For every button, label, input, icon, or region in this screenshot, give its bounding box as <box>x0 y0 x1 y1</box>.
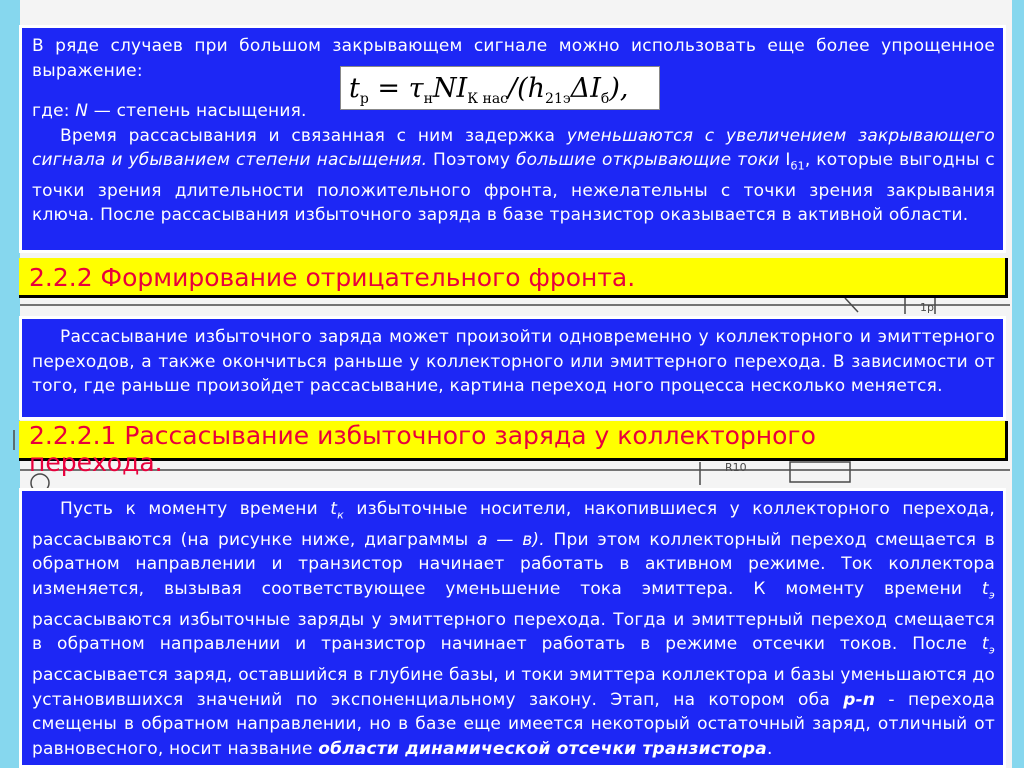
formula-tau: = τ <box>368 73 424 104</box>
intro-text: В ряде случаев при большом закрывающем сигнале можно использовать еще более упрощенное выражение: <box>32 36 995 81</box>
paragraph-resorption <box>32 325 995 399</box>
current-subscript: б1 <box>790 159 805 173</box>
term-dynamic-cutoff: области динамической отсечки транзистора <box>318 738 767 759</box>
formula-ni: NI <box>432 73 468 104</box>
paragraph-collector <box>32 497 995 761</box>
heading-line-1: 2.2.2.1 Рассасывание избыточного заряда у коллекторного <box>29 421 816 450</box>
symbol-te-2-sub: э <box>988 643 995 657</box>
p3-text-h: . <box>766 738 773 759</box>
formula-sub-k: К нас <box>467 91 509 107</box>
symbol-pn: p-n <box>843 689 876 710</box>
delay-text-a: Время рассасывания и связанная с ним задержка <box>60 125 567 146</box>
p3-text-a: Пусть к моменту времени <box>60 499 331 519</box>
p3-text-f: рассасывается заряд, оставшийся в глубине базы, и токи эмиттера коллектора и базы уменьшаются до установившихся значений по экспоненциальному закону. Этап, на котором оба <box>32 665 995 710</box>
formula-box <box>340 66 660 110</box>
where-label: где: <box>32 101 76 121</box>
symbol-te-2: t <box>981 634 989 655</box>
symbol-tk-sub: к <box>337 508 344 522</box>
schematic-r-label: R10 <box>725 461 747 474</box>
formula-sub-n: н <box>423 91 433 107</box>
formula-sub-b: б <box>600 91 610 107</box>
delay-text-c: Поэтому <box>427 150 516 170</box>
heading-line-2: перехода. <box>29 448 163 477</box>
where-definition: — степень насыщения. <box>88 101 307 121</box>
section-heading-2-2-2 <box>19 258 1008 298</box>
symbol-tk: t <box>330 499 338 519</box>
p3-text-d: При этом коллекторный переход смещается в обратном направлении и транзистор начинает работать в активном режиме. Ток коллектора изменяется, вызывая соответствующее уменьшение тока эмиттера. К моменту времени <box>32 529 996 599</box>
heading-text: 2.2.2 Формирование отрицательного фронта. <box>29 263 636 292</box>
symbol-te: t <box>981 578 989 599</box>
delay-emphasis-d: большие открывающие токи <box>515 150 780 170</box>
p3-text-b: избыточные носители, накопившиеся у коллекторного перехода, рассасываются (на рисунке ниже, диаграммы <box>32 499 995 550</box>
formula-t: t <box>349 73 360 104</box>
p3-text-g: - перехода смещены в обратном направлении, но в базе еще имеется некоторый остаточный заряд, отличный от равновесного, носит название <box>32 689 996 759</box>
p3-diagrams-ref: а — в). <box>477 529 545 550</box>
delay-text-g: , которые выгодны с точки зрения длительности положительного фронта, нежелательны с точки зрения закрывания ключа. После рассасывания избыточного заряда в базе транзистор оказывается в активной области. <box>32 150 995 226</box>
current-symbol: I <box>779 150 791 170</box>
formula-sub-h: 21э <box>545 91 571 107</box>
formula-delta-i: ΔI <box>570 73 601 104</box>
formula-sub-p: p <box>359 91 369 107</box>
delay-emphasis-b: уменьшаются с увеличением закрывающего сигнала и убыванием степени насыщения. <box>32 125 995 170</box>
text-panel-3 <box>19 488 1006 768</box>
formula-end: ), <box>609 73 629 104</box>
paragraph-delay <box>32 124 995 228</box>
text-panel-2 <box>19 316 1006 420</box>
text-panel-1 <box>19 25 1006 253</box>
p3-text-e: рассасываются избыточные заряды у эмиттерного перехода. Тогда и эмиттерный переход смещается в обратном направлении и транзистор начинает работать в режиме отсечки токов. После <box>32 609 995 655</box>
symbol-te-sub: э <box>988 588 995 602</box>
resorption-text: Рассасывание избыточного заряда может произойти одновременно у коллекторного и эмиттерного переходов, а также окончиться раньше у коллекторного или эмиттерного перехода. В зависимости от того, где раньше произойдет рассасывание, картина переход ного процесса несколько меняется. <box>32 327 995 396</box>
symbol-n: N <box>75 101 89 121</box>
schematic-c-label: 1р <box>920 301 934 314</box>
formula-h: /(h <box>508 73 546 104</box>
